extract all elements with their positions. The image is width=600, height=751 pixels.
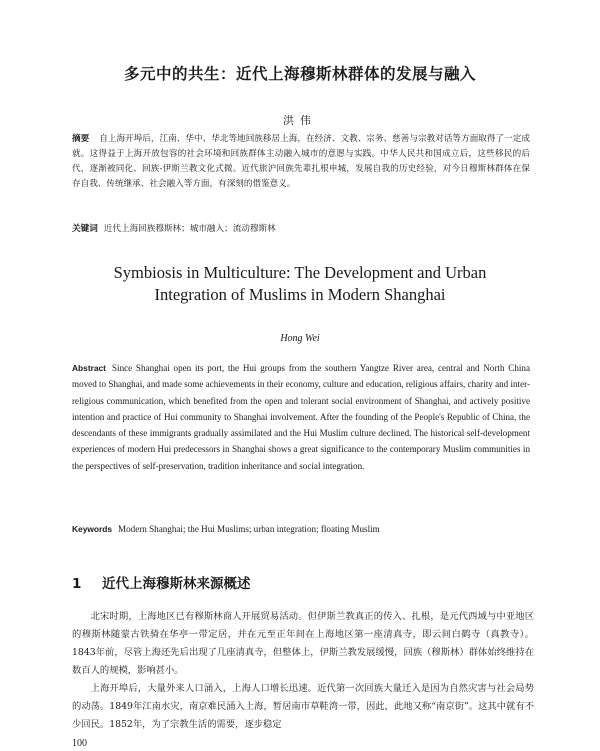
english-title-line-1: Symbiosis in Multiculture: The Development and Urban — [113, 263, 487, 282]
english-keywords-text: Modern Shanghai; the Hui Muslims; urban integration; floating Muslim — [118, 524, 380, 534]
english-abstract-label: Abstract — [72, 363, 106, 373]
section-title: 近代上海穆斯林来源概述 — [102, 576, 251, 592]
body-paragraph-1: 北宋时期，上海地区已有穆斯林商人开展贸易活动。但伊斯兰教真正的传入、扎根，是元代西域与中亚地区的穆斯林随蒙古铁骑在华亭一带定居，并在元至正年间在上海地区第一座清真寺，即云间白鹤寺（真教寺）。1843年前，尽管上海还先后出现了几座清真寺，但整体上，伊斯兰教发展缓慢，回族（穆斯林）群体始终维持在数百人的规模，影响甚小。 — [72, 611, 534, 676]
chinese-abstract-label: 摘要 — [72, 134, 90, 144]
section-number: 1 — [72, 576, 82, 592]
page-number: 100 — [72, 738, 87, 749]
english-title-line-2: Integration of Muslims in Modern Shanghai — [154, 285, 446, 304]
chinese-title: 多元中的共生：近代上海穆斯林群体的发展与融入 — [123, 65, 476, 83]
english-keywords-label: Keywords — [72, 524, 113, 534]
chinese-keywords-text: 近代上海回族穆斯林；城市融入；流动穆斯林 — [103, 224, 276, 234]
english-abstract — [72, 360, 530, 474]
body-text — [72, 608, 534, 734]
english-abstract-text: Since Shanghai open its port, the Hui groups from the southern Yangtze River area, central and North China moved to Shanghai, and made some achievements in their economy, culture and education, religious affairs, charity and inter-religious communication, which benefited from the open and tolerant social environment of Shanghai, and actively positive intention and practice of Hui community to Shanghai involvement. After the founding of the People's Republic of China, the descendants of these immigrants gradually assimilated and the Hui Muslim culture declined. The historical self-development experiences of modern Hui predecessors in Shanghai shows a great significance to the contemporary Muslim communities in the perspectives of self-preservation, tradition inheritance and social integration. — [72, 363, 530, 471]
chinese-author: 洪伟 — [283, 114, 317, 127]
chinese-abstract-text: 自上海开埠后，江南、华中、华北等地回族移居上海，在经济、文教、宗务、慈善与宗教对话等方面取得了一定成就。这得益于上海开放包容的社会环境和回族群体主动融入城市的意愿与实践。中华人民共和国成立后，这些移民的后代，逐渐被同化、回族-伊斯兰教文化式微。近代旅沪回族先辈扎根申城，发展自我的历史经验，对今日穆斯林群体在保存自我、传统继承、社会融入等方面，有深刻的借鉴意义。 — [72, 134, 530, 189]
english-title — [0, 262, 600, 306]
english-keywords — [72, 522, 530, 537]
chinese-keywords-label: 关键词 — [72, 224, 98, 234]
english-author: Hong Wei — [280, 333, 320, 344]
chinese-keywords — [72, 222, 530, 237]
section-heading — [72, 572, 251, 592]
body-paragraph-2: 上海开埠后，大量外来人口涌入，上海人口增长迅速。近代第一次回族大量迁入是因为自然灾害与社会局势的动荡。1849年江南水灾，南京难民涌入上海，暂居南市草鞋湾一带，因此，此地又称“南京街”。这其中就有不少回民。1852年，为了宗教生活的需要，逐步稳定 — [72, 683, 534, 730]
chinese-abstract — [72, 132, 530, 192]
